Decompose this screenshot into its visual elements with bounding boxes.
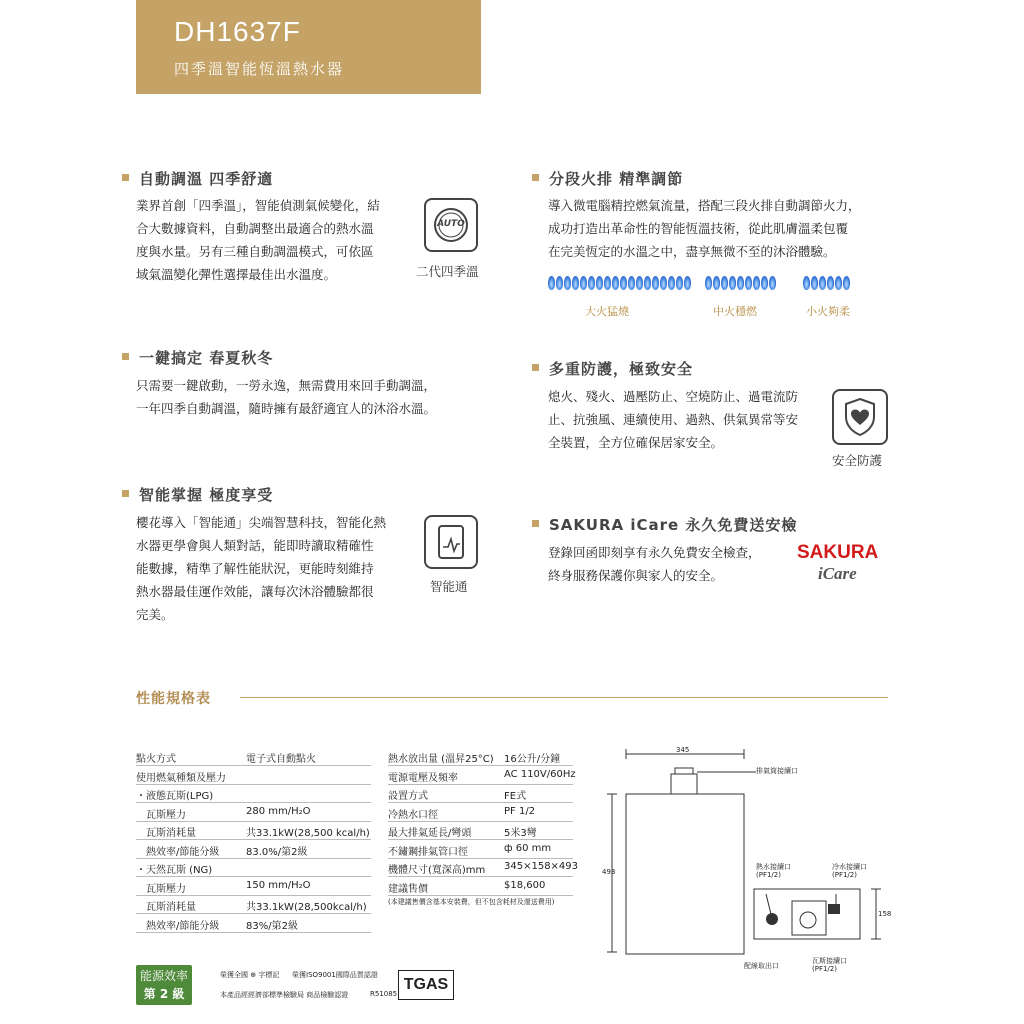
flame-icon (580, 276, 587, 290)
spec-row-divider (388, 802, 573, 803)
flame-icon (652, 276, 659, 290)
flame-icon (676, 276, 683, 290)
safety-description: 熄火、殘火、過壓防止、空燒防止、過電流防 止、抗強風、連續使用、過熱、供氣異常等安 全裝置，全方位確保居家安全。 (548, 389, 799, 450)
safety-icon-caption: 安全防護 (832, 453, 883, 468)
label-hot: 熱水接續口 (756, 863, 791, 871)
spec-value: 5米3彎 (504, 828, 537, 839)
flame-icon (769, 276, 776, 290)
spec-value: 共33.1kW(28,500 kcal/h) (246, 828, 370, 839)
bullet-square-icon (122, 174, 129, 181)
flame-icon (803, 276, 810, 290)
spec-row-divider (136, 839, 371, 840)
bullet-square-icon (122, 353, 129, 360)
flame-icon (819, 276, 826, 290)
flame-icon (588, 276, 595, 290)
flame-icon (753, 276, 760, 290)
spec-label: ・液態瓦斯(LPG) (136, 791, 214, 802)
spec-value: 83.0%/第2級 (246, 846, 308, 858)
spec-row-divider (136, 802, 371, 803)
label-hot-pf: (PF1/2) (756, 871, 781, 879)
flame-icon (721, 276, 728, 290)
spec-label: 最大排氣延長/彎頭 (388, 828, 472, 839)
spec-row-divider (388, 858, 573, 859)
cert-cns: 榮獲全國 ⊕ 字標記 (220, 971, 280, 979)
flame-row-medium (705, 276, 776, 290)
section-title-safety: 多重防護，極致安全 (532, 358, 693, 379)
spec-row-divider (136, 932, 371, 933)
spec-row-divider (136, 765, 371, 766)
spec-value: AC 110V/60Hz (504, 768, 576, 780)
cert-bsmi: 本產品經經濟部標準檢驗局 商品檢驗認證 (220, 991, 349, 999)
section-title-smart: 智能掌握 極度享受 (122, 484, 273, 505)
flame-icon (604, 276, 611, 290)
energy-efficiency-badge (136, 965, 192, 1005)
bullet-square-icon (532, 174, 539, 181)
flame-icon (644, 276, 651, 290)
cert-code: R51085 (370, 990, 398, 998)
spec-heading-rule (240, 697, 888, 698)
flame-icon (620, 276, 627, 290)
spec-row-divider (388, 765, 573, 766)
spec-value: 280 mm/H₂O (246, 805, 311, 817)
badge-line2: 第 2 級 (143, 987, 185, 1001)
spec-value: 電子式自動點火 (246, 754, 316, 765)
spec-label: 不鏽鋼排氣管口徑 (388, 846, 468, 858)
flame-icon (811, 276, 818, 290)
label-wire: 配線取出口 (744, 962, 779, 970)
dim-depth: 158 (878, 910, 892, 918)
smart-link-icon (424, 515, 478, 569)
flame-icon (713, 276, 720, 290)
bullet-square-icon (532, 364, 539, 371)
label-cold-pf: (PF1/2) (832, 871, 857, 879)
sakura-logo: SAKURA (797, 542, 879, 563)
smart-description: 櫻花導入「智能通」尖端智慧科技，智能化熱 水器更學會與人類對話，能即時讀取精確性 能數據，精準了解性能狀況，更能時刻維持 熱水器最佳運作效能，讓每次沐浴體驗都很 完美。 (136, 515, 387, 622)
spec-label: 電源電壓及頻率 (388, 772, 458, 784)
spec-label: 機體尺寸(寬深高)mm (388, 865, 486, 876)
tgas-logo: TGAS (398, 970, 454, 1000)
spec-label: 熱效率/節能分級 (146, 846, 220, 858)
spec-value: 150 mm/H₂O (246, 879, 311, 891)
spec-label: 建議售價 (388, 883, 428, 895)
spec-value: FE式 (504, 791, 527, 802)
spec-row-divider (388, 784, 573, 785)
flame-label-medium: 中火穩燃 (713, 305, 757, 318)
spec-value: 83%/第2級 (246, 920, 298, 932)
flame-icon (737, 276, 744, 290)
spec-label: ・天然瓦斯 (NG) (136, 865, 213, 876)
flame-icon (705, 276, 712, 290)
flame-icon (612, 276, 619, 290)
spec-label: 熱水放出量 (溫昇25°C) (388, 754, 494, 765)
flame-row-small (803, 276, 850, 290)
spec-label: 冷熱水口徑 (388, 809, 438, 821)
cert-iso: 榮獲ISO9001國際品質認證 (292, 971, 378, 979)
auto-icon-text: AUTO (437, 219, 465, 229)
spec-value: 共33.1kW(28,500kcal/h) (246, 902, 367, 913)
section-title-icare: SAKURA iCare 永久免費送安檢 (532, 514, 797, 535)
spec-label: 設置方式 (388, 791, 428, 802)
section-title-onekey: 一鍵搞定 春夏秋冬 (122, 347, 273, 368)
model-number: DH1637F (174, 16, 301, 47)
spec-row-divider (136, 895, 371, 896)
flame-icon (729, 276, 736, 290)
spec-heading: 性能規格表 (136, 691, 211, 707)
label-exhaust: 排氣筒接續口 (756, 767, 798, 775)
flame-row-large (548, 276, 691, 290)
product-subtitle: 四季溫智能恆溫熱水器 (174, 60, 345, 78)
bullet-square-icon (122, 490, 129, 497)
fire-description: 導入微電腦精控燃氣流量，搭配三段火排自動調節火力， 成功打造出革命性的智能恆溫技術，從此肌膚溫柔包覆 在完美恆定的水溫之中，盡享無微不至的沐浴體驗。 (548, 198, 861, 259)
dimension-diagram (596, 744, 896, 974)
label-cold: 冷水接續口 (832, 863, 867, 871)
spec-value: 16公升/分鐘 (504, 754, 561, 765)
section-title-fire: 分段火排 精準調節 (532, 168, 683, 189)
flame-icon (835, 276, 842, 290)
flame-icon (843, 276, 850, 290)
auto-temp-icon (424, 198, 478, 252)
icare-description: 登錄回函即刻享有永久免費安全檢查， 終身服務保護你與家人的安全。 (548, 545, 761, 583)
label-gas: 瓦斯接續口 (812, 957, 847, 965)
spec-row-divider (136, 784, 371, 785)
badge-line1: 能源效率 (139, 969, 188, 983)
spec-value: PF 1/2 (504, 805, 536, 817)
flame-icon (761, 276, 768, 290)
auto-description: 業界首創「四季溫」，智能偵測氣候變化，結 合大數據資料，自動調整出最適合的熱水溫 度與水量。另有三種自動調溫模式，可依區 域氣溫變化彈性選擇最佳出水溫度。 (136, 198, 380, 282)
flame-icon (628, 276, 635, 290)
dim-width: 345 (676, 746, 690, 754)
section-title-auto: 自動調溫 四季舒適 (122, 168, 273, 189)
flame-label-large: 大火猛燒 (585, 305, 629, 318)
flame-icon (827, 276, 834, 290)
flame-icon (548, 276, 555, 290)
auto-icon-caption: 二代四季溫 (416, 264, 479, 279)
onekey-description: 只需要一鍵啟動，一勞永逸，無需費用來回手動調溫， 一年四季自動調溫，隨時擁有最舒適宜人的沐浴水溫。 (136, 378, 437, 416)
spec-row-divider (136, 821, 371, 822)
icare-logo: iCare (818, 564, 857, 583)
spec-label: 瓦斯壓力 (146, 809, 186, 821)
spec-label: 瓦斯壓力 (146, 883, 186, 895)
smart-icon-caption: 智能通 (430, 579, 468, 594)
flame-icon (684, 276, 691, 290)
spec-value: $18,600 (504, 879, 546, 891)
flame-icon (572, 276, 579, 290)
spec-row-divider (388, 839, 573, 840)
spec-value: 345×158×493 (504, 861, 579, 872)
label-gas-pf: (PF1/2) (812, 965, 837, 973)
spec-label: 使用燃氣種類及壓力 (136, 772, 226, 784)
spec-label: 瓦斯消耗量 (146, 828, 196, 839)
spec-label: 點火方式 (136, 754, 176, 765)
spec-row-divider (136, 876, 371, 877)
flame-icon (636, 276, 643, 290)
bullet-square-icon (532, 520, 539, 527)
dim-height: 493 (602, 868, 616, 876)
flame-icon (556, 276, 563, 290)
spec-row-divider (388, 876, 573, 877)
shield-icon (832, 389, 888, 445)
spec-label: 熱效率/節能分級 (146, 920, 220, 932)
flame-icon (564, 276, 571, 290)
spec-value: ф 60 mm (504, 842, 552, 854)
spec-row-divider (136, 913, 371, 914)
flame-label-small: 小火夠柔 (806, 305, 850, 318)
spec-label: 瓦斯消耗量 (146, 902, 196, 913)
flame-icon (660, 276, 667, 290)
spec-row-divider (388, 895, 573, 896)
spec-row-divider (136, 858, 371, 859)
flame-icon (745, 276, 752, 290)
spec-note: (本建議售價含基本安裝費，但不包含耗材及運送費用) (388, 898, 555, 906)
spec-row-divider (388, 821, 573, 822)
flame-icon (668, 276, 675, 290)
flame-icon (596, 276, 603, 290)
